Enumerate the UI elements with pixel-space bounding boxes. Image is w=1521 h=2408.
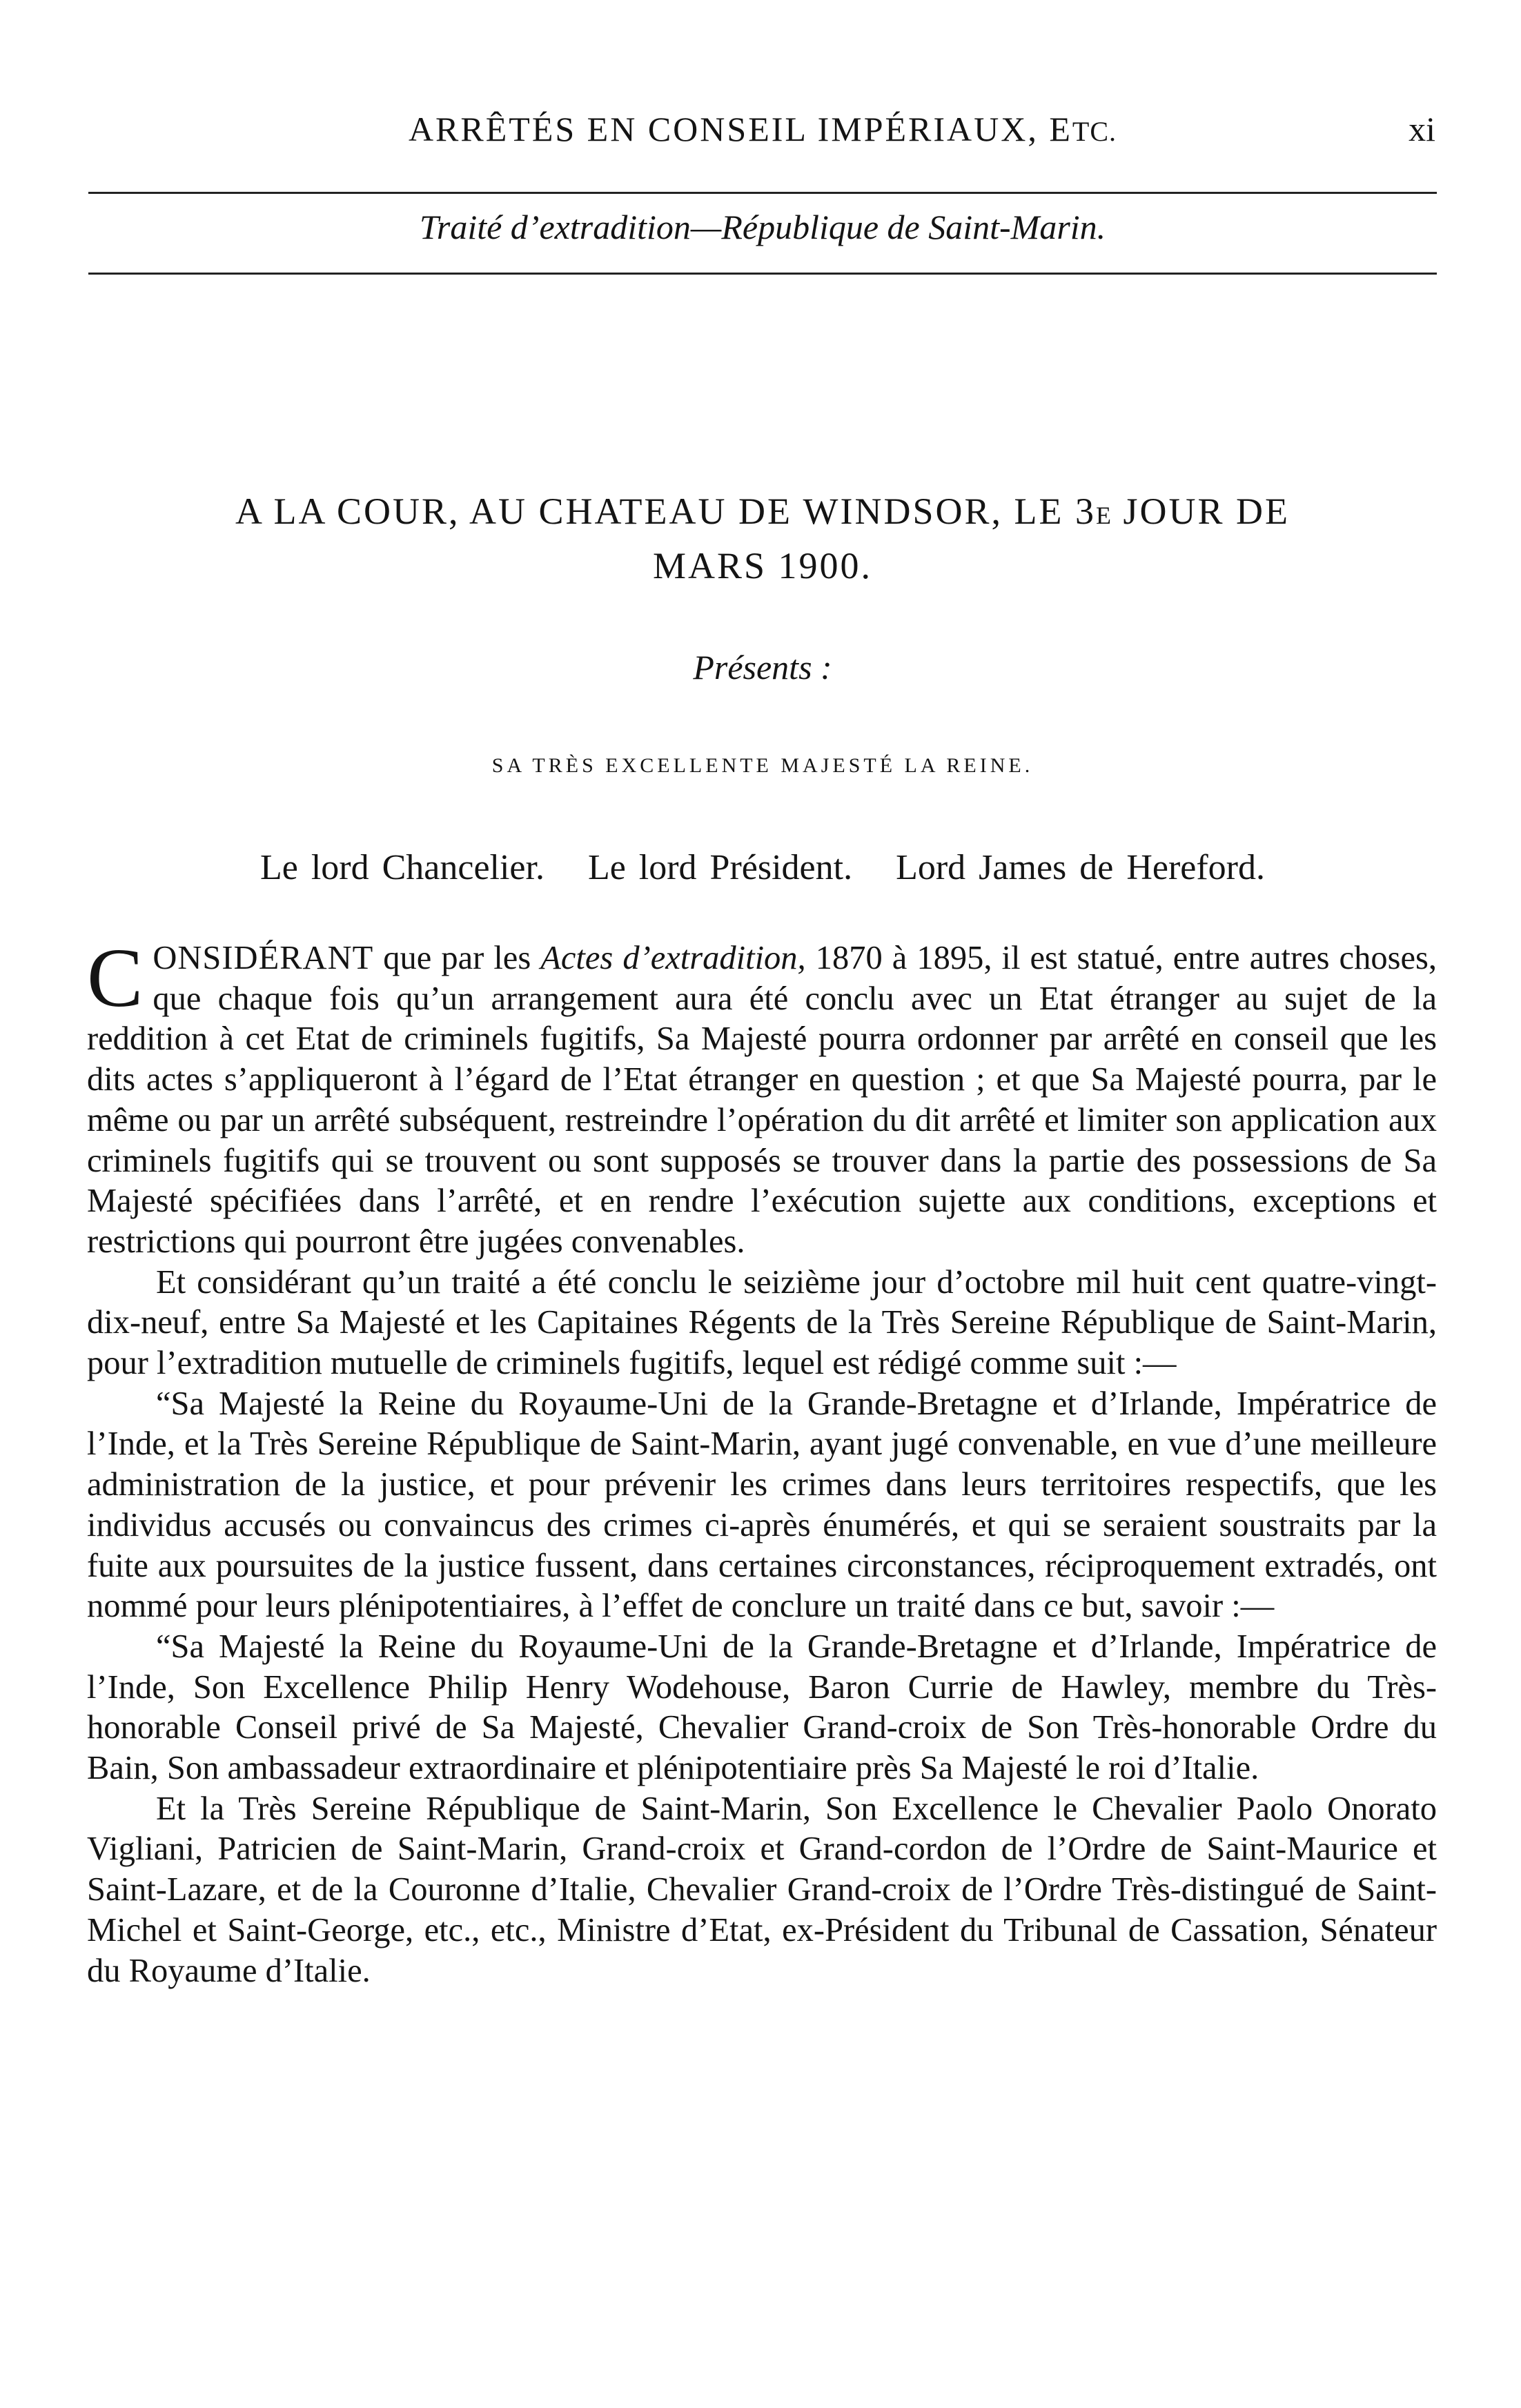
body-text: [87, 931, 1437, 1991]
presents-label: Présents :: [693, 648, 832, 687]
officer-hereford: Lord James de Hereford.: [896, 848, 1265, 887]
paragraph-considerant: CONSIDÉRANT que par les Actes d’extradition, 1870 à 1895, il est statué, entre autres choses, que chaque fois qu’un arrangement aura été conclu avec un Etat étranger au sujet de la reddition à cet Etat de criminels fugitifs, Sa Majesté pourra ordonner par arrêté en conseil que les dits actes s’appliqueront à l’égard de l’Etat étranger en question ; et que Sa Majesté pourra, par le même ou par un arrêté subséquent, restreindre l’opération du dit arrêté et limiter son application aux criminels fugitifs qui se trouvent ou sont supposés se trouver dans la partie des possessions de Sa Majesté spécifiées dans l’arrêté, et en rendre l’exécution sujette aux conditions, exceptions et restrictions qui pourront être jugées convenables.: [87, 931, 1437, 1260]
header-rule-bottom: [88, 273, 1437, 275]
officer-president: Le lord Président.: [587, 848, 853, 887]
court-heading: [97, 486, 1429, 591]
running-head: [90, 109, 1435, 149]
paragraph-treaty-concluded: Et considérant qu’un traité a été conclu le seizième jour d’octobre mil huit cent quatre-vingt-dix-neuf, entre Sa Majesté et les Capitaines Régents de la Très Sereine République de Saint-Marin, pour l’extradition mutuelle de criminels fugitifs, lequel est rédigé comme suit :—: [87, 1263, 1437, 1382]
paragraph-san-marino-plenipotentiary: Et la Très Sereine République de Saint-Marin, Son Excellence le Chevalier Paolo Onorato Vigliani, Patricien de Saint-Marin, Grand-croix et Grand-cordon de l’Ordre de Saint-Maurice et Saint-Lazare, et de la Couronne d’Italie, Chevalier Grand-croix de l’Ordre Très-distingué de Saint-Michel et Saint-George, etc., etc., Ministre d’Etat, ex-Président du Tribunal de Cassation, Sénateur du Royaume d’Italie.: [87, 1790, 1437, 1989]
drop-cap: C: [87, 931, 144, 1025]
officer-chancellor: Le lord Chancelier.: [260, 848, 544, 887]
court-heading-line-2: MARS 1900.: [652, 545, 873, 586]
page-number: xi: [1409, 110, 1435, 148]
officers-line: [90, 847, 1435, 888]
running-title-main: ARRÊTÉS EN CONSEIL IMPÉRIAUX, E: [408, 110, 1072, 148]
paragraph-treaty-preamble: “Sa Majesté la Reine du Royaume-Uni de la Grande-Bretagne et d’Irlande, Impératrice de l’Inde, et la Très Sereine République de Saint-Marin, ayant jugé convenable, en vue d’une meilleure administration de la justice, et pour prévenir les crimes dans leurs territoires respectifs, que les individus accusés ou convaincus des crimes ci-après énumérés, et qui se seraient soustraits par la fuite aux poursuites de la justice fussent, dans certaines circonstances, réciproquement extradés, ont nommé pour leurs plénipotentiaires, à l’effet de conclure un traité dans ce but, savoir :—: [87, 1385, 1437, 1625]
subject-line: Traité d’extradition—République de Saint-Marin.: [419, 208, 1106, 246]
header-rule-top: [88, 192, 1437, 194]
running-title-small-caps: TC.: [1072, 116, 1117, 147]
ordinal-suffix: E: [1096, 502, 1112, 529]
court-heading-line-1: A LA COUR, AU CHATEAU DE WINDSOR, LE 3E JOUR DE: [235, 491, 1291, 532]
sovereign-line: SA TRÈS EXCELLENTE MAJESTÉ LA REINE.: [491, 754, 1034, 777]
paragraph-british-plenipotentiary: “Sa Majesté la Reine du Royaume-Uni de la Grande-Bretagne et d’Irlande, Impératrice de l’Inde, Son Excellence Philip Henry Wodehouse, Baron Currie de Hawley, membre du Très-honorable Conseil privé de Sa Majesté, Chevalier Grand-croix de Son Très-honorable Ordre du Bain, Son ambassadeur extraordinaire et plénipotentiaire près Sa Majesté le roi d’Italie.: [87, 1628, 1437, 1787]
